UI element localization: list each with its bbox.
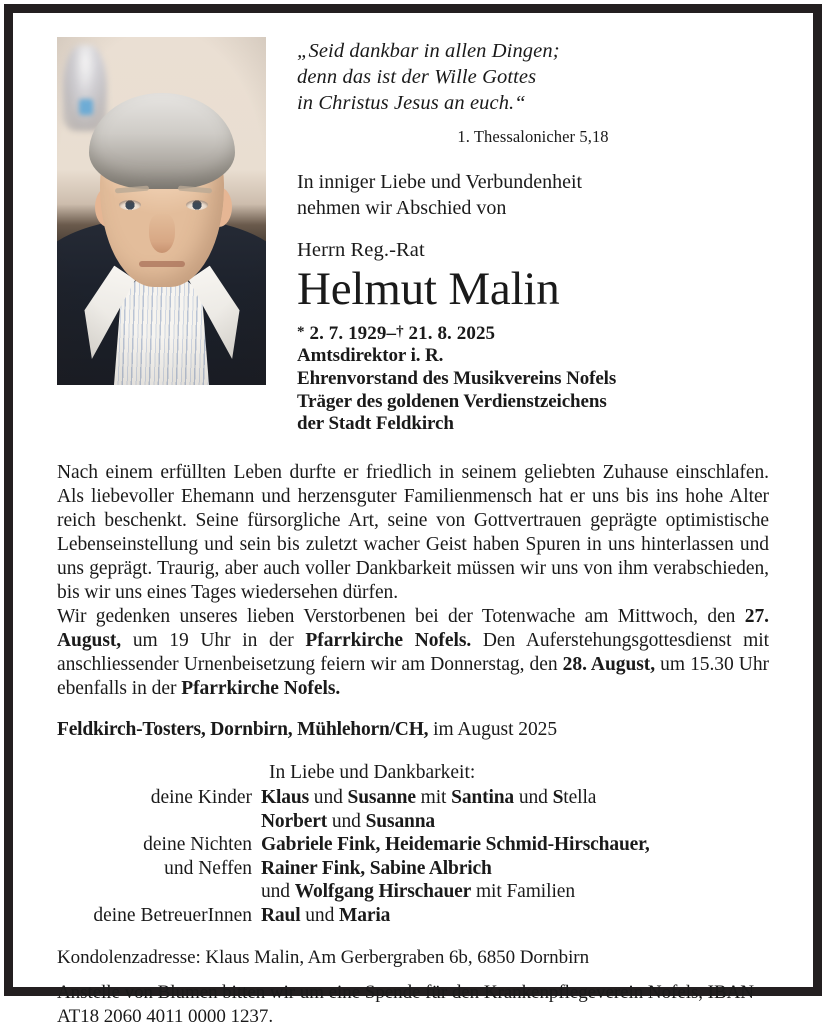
donation-note: Anstelle von Blumen bitten wir um eine Spende für den Krankenpflegeverein Nofels, IBAN AT18 2060 4011 0000 1237. bbox=[57, 981, 754, 1027]
family-row-names: Norbert und Susanna bbox=[261, 810, 436, 832]
family-row bbox=[57, 880, 769, 904]
verse-line-1: „Seid dankbar in allen Dingen; bbox=[297, 40, 560, 62]
service-place-2: Pfarrkirche Nofels. bbox=[181, 678, 341, 700]
verse-line-2: denn das ist der Wille Gottes bbox=[297, 65, 537, 88]
place-month-year: im August 2025 bbox=[428, 718, 558, 740]
title-line-2: Ehrenvorstand des Musikvereins Nofels bbox=[297, 367, 617, 389]
family-row bbox=[57, 833, 769, 857]
family-row-names: Gabriele Fink, Heidemarie Schmid-Hirschauer, bbox=[261, 834, 650, 856]
tribute-paragraph: Nach einem erfüllten Leben durfte er friedlich in seinem geliebten Zuhause einschlafen. Als liebevoller Ehemann und herzensguter Familienmensch hat er uns bis ins hohe Alter reich beschenkt. Seine fürsorgliche Art, seine von Gottvertrauen geprägte optimistische Lebenseinstellung und sein bis zuletzt wacher Geist haben Spuren in uns hinterlassen und uns geprägt. Traurig, aber auch voller Dankbarkeit müssen wir uns von ihm verabschieden, bis wir uns eines Tages wiedersehen dürfen. bbox=[57, 461, 769, 604]
family-row bbox=[57, 786, 769, 810]
family-row bbox=[57, 904, 769, 928]
birth-date: 2. 7. 1929 bbox=[309, 323, 387, 345]
service-date-2: 28. August, bbox=[562, 654, 656, 676]
service-place-1: Pfarrkirche Nofels. bbox=[305, 630, 472, 652]
place-names: Feldkirch-Tosters, Dornbirn, Mühlehorn/CH, bbox=[57, 718, 429, 740]
bible-verse bbox=[297, 39, 769, 116]
birth-symbol: * bbox=[297, 324, 305, 341]
family-row-names: und Wolfgang Hirschauer mit Familien bbox=[261, 881, 575, 903]
title-line-1: Amtsdirektor i. R. bbox=[297, 345, 444, 367]
family-row-names: Raul und Maria bbox=[261, 905, 391, 927]
title-line-3: Träger des goldenen Verdienstzeichens bbox=[297, 390, 607, 412]
service-text-2: um 19 Uhr in der bbox=[121, 630, 306, 652]
death-date: 21. 8. 2025 bbox=[408, 323, 496, 345]
verse-source: 1. Thessalonicher 5,18 bbox=[457, 127, 609, 147]
notice-header-area bbox=[57, 37, 769, 436]
service-date-1: 27. August, bbox=[57, 606, 769, 652]
honorific-title: Herrn Reg.-Rat bbox=[297, 239, 425, 262]
date-separator: – bbox=[386, 323, 397, 345]
condolence-address: Kondolenzadresse: Klaus Malin, Am Gerbergraben 6b, 6850 Dornbirn bbox=[57, 946, 590, 968]
service-text-3: Den Auferstehungsgottesdienst mit anschliessender Urnenbeisetzung feiern wir am Donnerstag, den bbox=[57, 630, 769, 676]
service-paragraph bbox=[57, 605, 769, 701]
deceased-name: Helmut Malin bbox=[297, 263, 560, 316]
obituary-body bbox=[57, 461, 769, 702]
death-symbol: † bbox=[396, 324, 404, 341]
deceased-titles bbox=[297, 345, 769, 435]
farewell-intro bbox=[297, 169, 769, 221]
verse-line-3: in Christus Jesus an euch.“ bbox=[297, 91, 526, 114]
intro-line-1: In inniger Liebe und Verbundenheit bbox=[297, 171, 583, 194]
family-heading: In Liebe und Dankbarkeit: bbox=[269, 761, 476, 783]
family-row-label: deine BetreuerInnen bbox=[93, 905, 252, 927]
notice-content bbox=[13, 13, 813, 1027]
family-row bbox=[57, 857, 769, 881]
family-row bbox=[57, 810, 769, 834]
portrait-photo-image bbox=[57, 37, 266, 385]
intro-line-2: nehmen wir Abschied von bbox=[297, 197, 507, 220]
header-text-column bbox=[266, 37, 769, 436]
notice-black-border bbox=[4, 4, 822, 1027]
life-dates bbox=[297, 323, 769, 345]
family-row-label: deine Kinder bbox=[150, 787, 252, 809]
service-text-1: Wir gedenken unseres lieben Verstorbenen bei der Totenwache am Mittwoch, den bbox=[57, 606, 745, 628]
title-line-4: der Stadt Feldkirch bbox=[297, 413, 454, 435]
family-block bbox=[57, 761, 769, 928]
photo-vignette bbox=[57, 37, 266, 385]
notice-footer bbox=[57, 946, 769, 1028]
family-row-label: und Neffen bbox=[164, 857, 252, 879]
family-row-names: Rainer Fink, Sabine Albrich bbox=[261, 857, 492, 879]
family-row-label: deine Nichten bbox=[143, 834, 252, 856]
family-rows bbox=[57, 786, 769, 928]
family-row-names: Klaus und Susanne mit Santina und Stella bbox=[261, 787, 597, 809]
portrait-photo bbox=[57, 37, 266, 385]
place-and-date-line bbox=[57, 719, 769, 741]
service-text-4: um 15.30 Uhr ebenfalls in der bbox=[57, 654, 769, 700]
